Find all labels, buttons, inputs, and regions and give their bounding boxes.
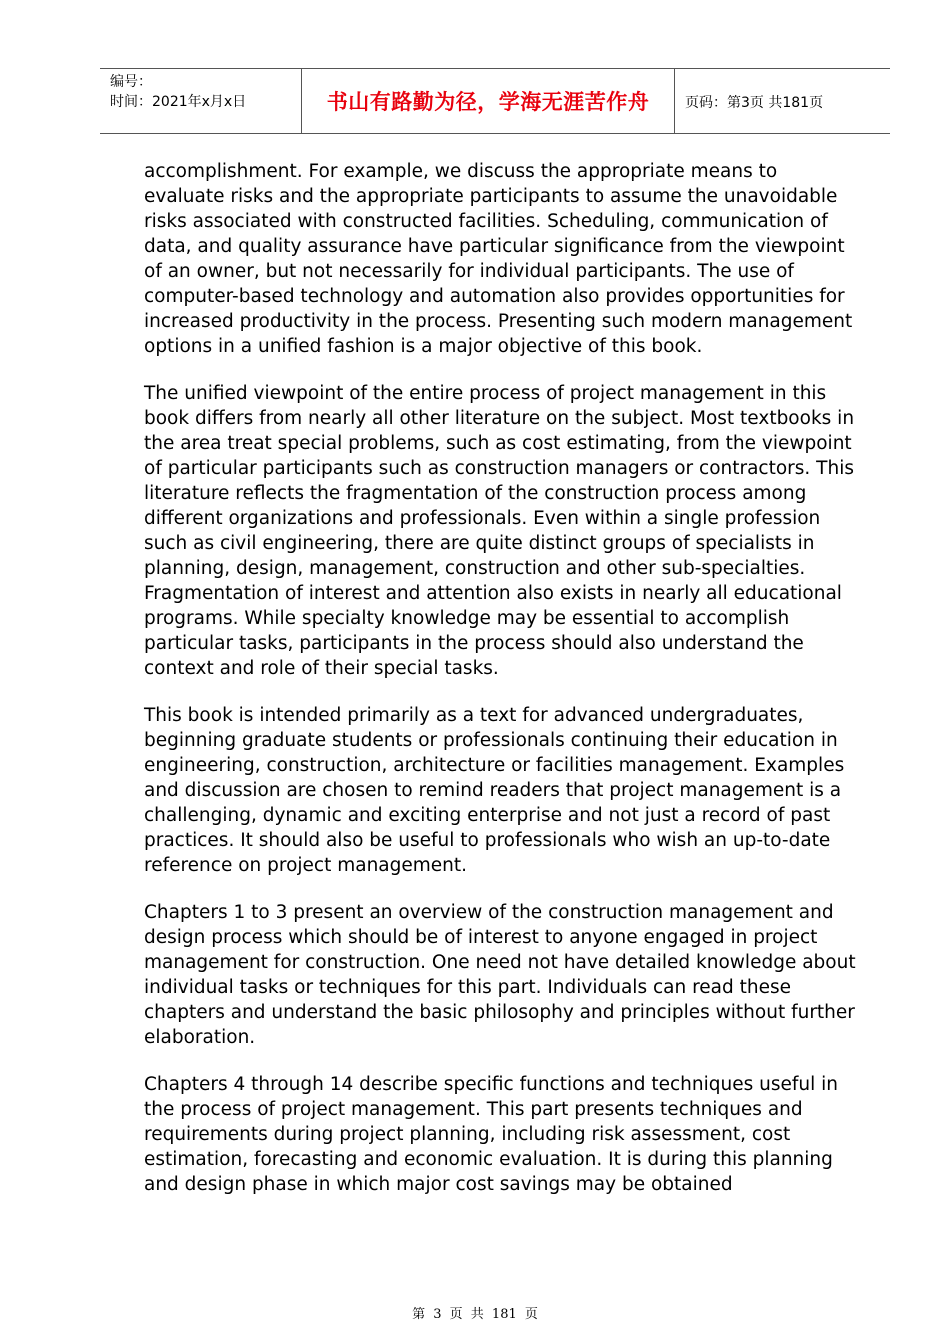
serial-label: 编号： — [110, 74, 152, 90]
paragraph: The unified viewpoint of the entire process of project management in this book differs from nearly all other literature on the subject. Most textbooks in the area treat special problems, such as cost estimating, from the viewpoint of particular participants such as construction managers or contractors. This literature reflects the fragmentation of the construction process among different organizations and professionals. Even within a single profession such as civil engineering, there are quite distinct groups of specialists in planning, design, management, construction and other sub-specialties. Fragmentation of interest and attention also exists in nearly all educational programs. While specialty knowledge may be essential to accomplish particular tasks, participants in the process should also understand the context and role of their special tasks. — [144, 383, 855, 679]
page-footer: 第 3 页 共 181 页 — [412, 1307, 538, 1322]
header-page-info: 页码：第3页 共181页 — [685, 95, 824, 111]
motto-text: 书山有路勤为径，学海无涯苦作舟 — [326, 89, 650, 114]
header-motto-cell — [301, 69, 675, 133]
page-header — [100, 68, 890, 134]
paragraph: Chapters 4 through 14 describe specific functions and techniques useful in the process of project management. This part presents techniques and requirements during project planning, including risk assessment, cost estimation, forecasting and economic evaluation. It is during this planning and design phase in which major cost savings may be obtained — [144, 1074, 839, 1195]
document-body — [144, 159, 856, 1219]
paragraph: This book is intended primarily as a text for advanced undergraduates, beginning graduate students or professionals continuing their education in engineering, construction, architecture or facilities management. Examples and discussion are chosen to remind readers that project management is a challenging, dynamic and exciting enterprise and not just a record of past practices. It should also be useful to professionals who wish an up-to-date reference on project management. — [144, 705, 845, 876]
time-label: 时间：2021年x月x日 — [110, 94, 247, 110]
paragraph: accomplishment. For example, we discuss the appropriate means to evaluate risks and the appropriate participants to assume the unavoidable risks associated with constructed facilities. Scheduling, communication of data, and quality assurance have particular significance from the viewpoint of an owner, but not necessarily for individual participants. The use of computer-based technology and automation also provides opportunities for increased productivity in the process. Presenting such modern management options in a unified fashion is a major objective of this book. — [144, 161, 853, 357]
paragraph: Chapters 1 to 3 present an overview of the construction management and design process which should be of interest to anyone engaged in project management for construction. One need not have detailed knowledge about individual tasks or techniques for this part. Individuals can read these chapters and understand the basic philosophy and principles without further elaboration. — [144, 902, 856, 1048]
header-meta — [110, 72, 246, 112]
